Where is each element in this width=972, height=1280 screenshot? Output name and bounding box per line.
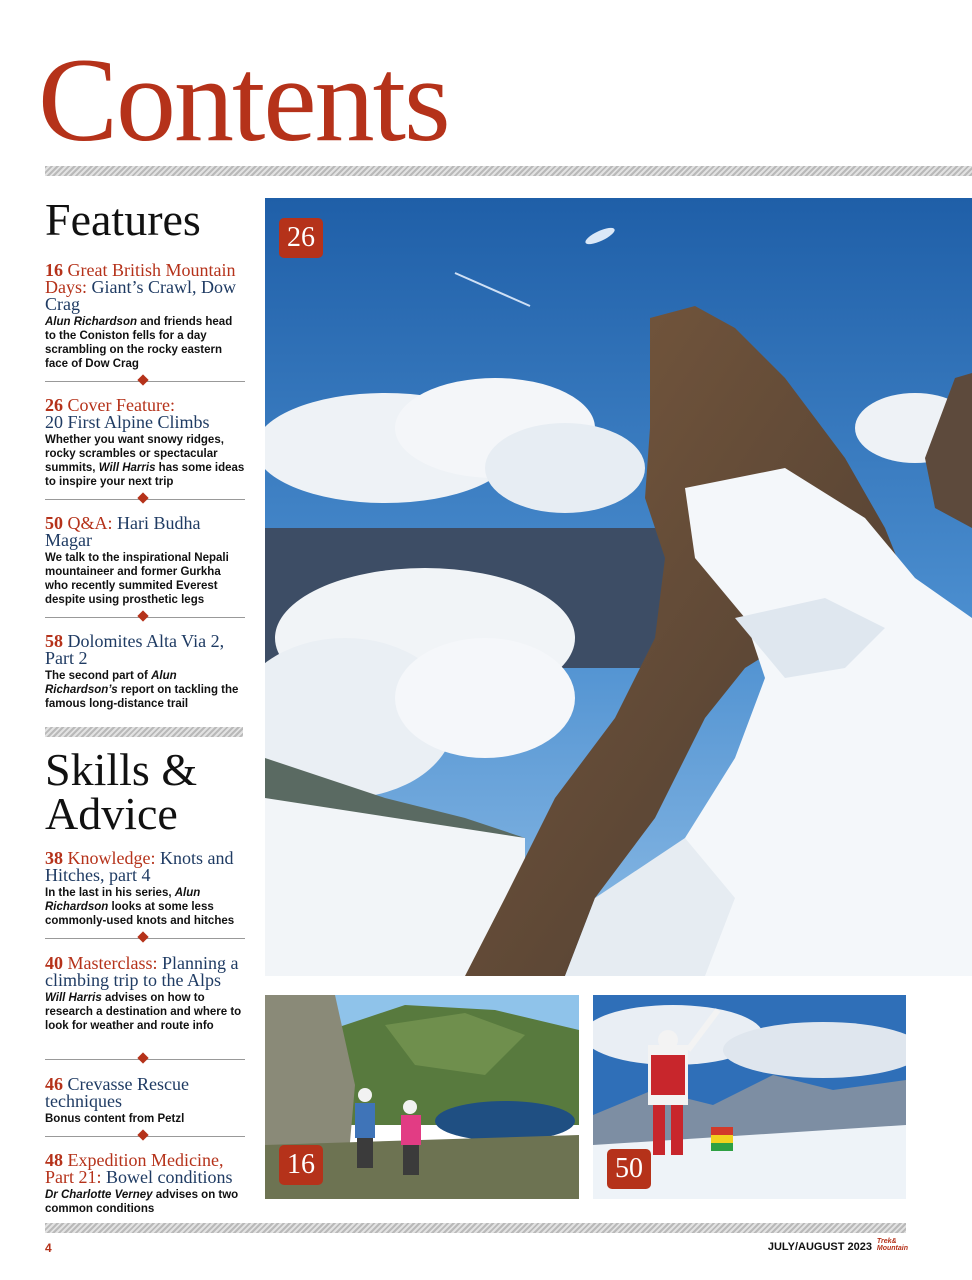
skills-entry[interactable] bbox=[45, 850, 245, 928]
entry-description: Whether you want snowy ridges, rocky scrambles or spectacular summits, Will Harris has some ideas to inspire your next trip bbox=[45, 434, 245, 488]
page-badge-26: 26 bbox=[279, 218, 323, 258]
page-badge-50: 50 bbox=[607, 1149, 651, 1189]
section-divider bbox=[45, 727, 243, 737]
entry-title: 58 Dolomites Alta Via 2, Part 2 bbox=[45, 631, 225, 668]
feature-entry[interactable] bbox=[45, 515, 245, 607]
page-badge-16: 16 bbox=[279, 1145, 323, 1185]
entry-title: 48 Expedition Medicine, Part 21: Bowel conditions bbox=[45, 1150, 233, 1187]
entry-description: Dr Charlotte Verney advises on two common conditions bbox=[45, 1189, 239, 1215]
page-title: Contents bbox=[38, 33, 449, 166]
skills-heading: Skills & Advice bbox=[45, 744, 198, 839]
entry-title: 26 Cover Feature: 20 First Alpine Climbs bbox=[45, 395, 210, 432]
entry-title: 40 Masterclass: Planning a climbing trip to the Alps bbox=[45, 953, 239, 990]
entry-separator bbox=[45, 617, 245, 618]
entry-description: Alun Richardson and friends head to the Coniston fells for a day scrambling on the rocky eastern face of Dow Crag bbox=[45, 316, 233, 370]
entry-title: 50 Q&A: Hari Budha Magar bbox=[45, 513, 201, 550]
entry-separator bbox=[45, 499, 245, 500]
page-number: 4 bbox=[45, 1241, 52, 1255]
title-divider bbox=[45, 166, 972, 176]
great-british-mountain-days-photo[interactable] bbox=[265, 995, 579, 1199]
skills-entry[interactable] bbox=[45, 1076, 245, 1126]
magazine-logo: Trek& Mountain bbox=[876, 1238, 908, 1252]
entry-title: 38 Knowledge: Knots and Hitches, part 4 bbox=[45, 848, 234, 885]
footer-divider bbox=[45, 1223, 906, 1233]
entry-separator bbox=[45, 938, 245, 939]
feature-entry[interactable] bbox=[45, 262, 245, 371]
features-heading: Features bbox=[45, 194, 201, 245]
skills-entry[interactable] bbox=[45, 955, 245, 1033]
issue-date: JULY/AUGUST 2023 bbox=[767, 1241, 872, 1253]
entry-description: Bonus content from Petzl bbox=[45, 1113, 185, 1125]
entry-description: In the last in his series, Alun Richardson looks at some less commonly-used knots and hitches bbox=[45, 887, 235, 927]
feature-entry[interactable] bbox=[45, 633, 245, 711]
cover-feature-photo[interactable] bbox=[265, 198, 972, 976]
alpine-ridge-image bbox=[265, 198, 972, 976]
entry-title: 16 Great British Mountain Days: Giant’s Crawl, Dow Crag bbox=[45, 260, 236, 314]
skills-entry[interactable] bbox=[45, 1152, 245, 1216]
feature-entry[interactable] bbox=[45, 397, 245, 489]
qa-hari-budha-magar-photo[interactable] bbox=[593, 995, 906, 1199]
entry-separator bbox=[45, 381, 245, 382]
entry-separator bbox=[45, 1136, 245, 1137]
entry-description: We talk to the inspirational Nepali mountaineer and former Gurkha who recently summited Everest despite using prosthetic legs bbox=[45, 552, 229, 606]
entry-description: Will Harris advises on how to research a destination and where to look for weather and route info bbox=[45, 992, 242, 1032]
entry-description: The second part of Alun Richardson’s report on tackling the famous long-distance trail bbox=[45, 670, 239, 710]
entry-separator bbox=[45, 1059, 245, 1060]
entry-title: 46 Crevasse Rescue techniques bbox=[45, 1074, 189, 1111]
